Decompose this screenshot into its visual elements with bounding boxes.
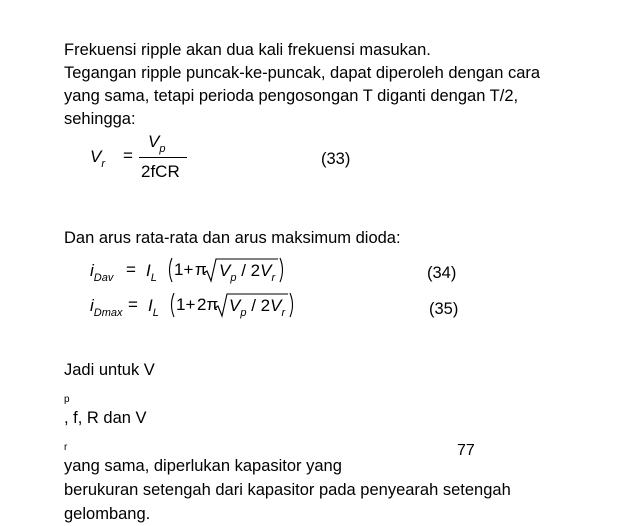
conclusion-line-3: gelombang. — [64, 505, 151, 523]
eq34-one-plus: 1+ — [174, 260, 194, 279]
eq34-lhs — [90, 261, 114, 284]
eq35-vp-subscript: p — [240, 307, 247, 319]
eq34-lhs-symbol: i — [90, 261, 94, 280]
eq35-vr: V — [270, 296, 282, 315]
vp-subscript: p — [64, 394, 70, 405]
eq33-denominator-text: 2fCR — [141, 162, 180, 181]
vr-subscript: r — [64, 442, 68, 453]
eq35-one-plus: 1+ — [176, 295, 196, 314]
eq35-lhs-symbol: i — [90, 296, 94, 315]
conclusion-line-1 — [64, 358, 604, 478]
intro-line: sehingga: — [64, 110, 136, 128]
eq34-vp: V — [219, 261, 231, 280]
intro-paragraph — [64, 39, 604, 131]
intro-line: yang sama, tetapi perioda pengosongan T diganti dengan T/2, — [64, 87, 519, 105]
current-line: Dan arus rata-rata dan arus maksimum dioda: — [64, 229, 401, 247]
eq35-lhs — [90, 296, 123, 319]
eq34-divide-two: / 2 — [236, 261, 261, 280]
eq34-radicand — [219, 261, 276, 284]
eq33-equals: = — [123, 146, 133, 165]
conclusion-line-2: berukuran setengah dari kapasitor pada penyearah setengah — [64, 481, 511, 499]
eq33-numerator — [148, 132, 166, 155]
eq35-vp: V — [229, 296, 241, 315]
eq34-factor — [146, 261, 157, 284]
conclusion-paragraph — [64, 358, 604, 526]
eq34-factor-symbol: I — [146, 261, 151, 280]
eq33-lhs-subscript: r — [101, 158, 106, 170]
intro-line: Frekuensi ripple akan dua kali frekuensi masukan. — [64, 41, 431, 59]
eq35-equals: = — [128, 295, 138, 314]
eq35-factor-subscript: L — [152, 307, 159, 319]
eq33-numerator-symbol: V — [148, 132, 160, 151]
conclusion-text: yang sama, diperlukan kapasitor yang — [64, 457, 342, 475]
eq35-lhs-subscript: Dmax — [93, 307, 123, 319]
eq35-factor-symbol: I — [148, 296, 153, 315]
eq34-vp-subscript: p — [230, 272, 237, 284]
eq35-two-pi: 2π — [197, 295, 219, 314]
intro-line: Tegangan ripple puncak-ke-puncak, dapat diperoleh dengan cara — [64, 64, 541, 82]
eq34-pi: π — [195, 260, 207, 279]
eq33-lhs — [90, 147, 106, 170]
eq35-vr-subscript: r — [281, 307, 286, 319]
eq34-factor-subscript: L — [150, 272, 157, 284]
eq34-number: (34) — [427, 264, 457, 282]
eq35-factor — [148, 296, 159, 319]
eq34-equals: = — [126, 260, 136, 279]
eq35-number: (35) — [429, 300, 459, 318]
conclusion-text: , f, R dan V — [64, 409, 147, 427]
eq34-vr: V — [260, 261, 272, 280]
eq33-lhs-symbol: V — [90, 147, 102, 166]
eq33-numerator-subscript: p — [159, 143, 166, 155]
eq33-fraction-bar — [139, 157, 187, 158]
current-paragraph — [64, 227, 604, 250]
eq33-number: (33) — [321, 150, 351, 168]
eq34-vr-subscript: r — [271, 272, 276, 284]
page-number: 77 — [457, 442, 475, 459]
eq34-lhs-subscript: Dav — [93, 272, 114, 284]
conclusion-text: Jadi untuk V — [64, 361, 155, 379]
eq35-radicand — [229, 296, 286, 319]
eq33-denominator — [141, 162, 180, 182]
eq35-divide-two: / 2 — [246, 296, 271, 315]
